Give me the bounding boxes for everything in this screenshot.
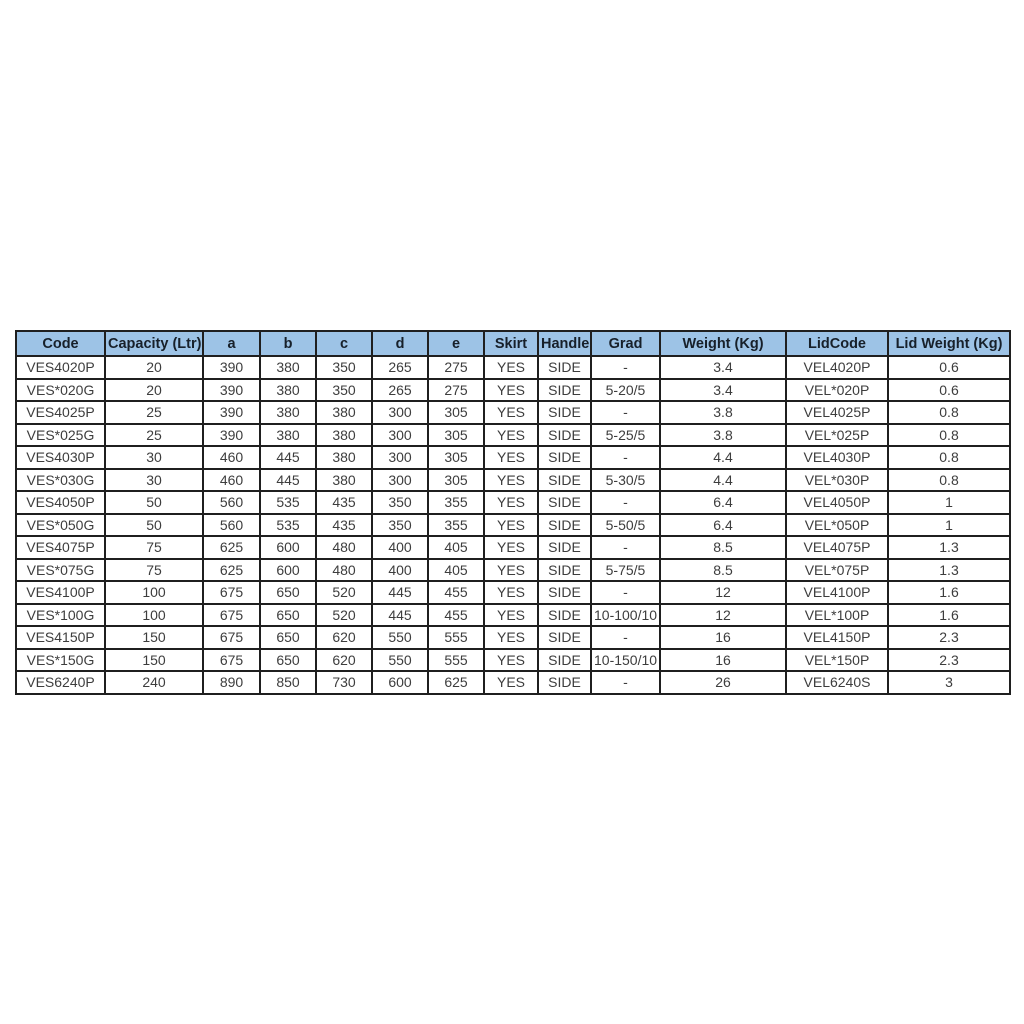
table-cell: 4.4 <box>660 469 786 492</box>
table-cell: 3.4 <box>660 356 786 379</box>
table-cell: SIDE <box>538 649 591 672</box>
table-cell: 650 <box>260 649 316 672</box>
table-cell: 380 <box>260 356 316 379</box>
table-cell: - <box>591 581 660 604</box>
table-cell: SIDE <box>538 581 591 604</box>
table-cell: VES4020P <box>16 356 105 379</box>
table-row <box>16 491 1010 514</box>
table-cell: 600 <box>260 559 316 582</box>
table-cell: 50 <box>105 514 203 537</box>
column-header: LidCode <box>786 331 888 356</box>
column-header: Weight (Kg) <box>660 331 786 356</box>
table-header <box>16 331 1010 356</box>
table-cell: 3 <box>888 671 1010 694</box>
table-cell: SIDE <box>538 626 591 649</box>
table-cell: 150 <box>105 649 203 672</box>
table-cell: VEL*030P <box>786 469 888 492</box>
table-cell: 620 <box>316 649 372 672</box>
table-cell: 380 <box>316 401 372 424</box>
product-spec-table <box>15 330 1011 695</box>
column-header: Code <box>16 331 105 356</box>
table-cell: 3.8 <box>660 424 786 447</box>
table-cell: 380 <box>316 446 372 469</box>
table-row <box>16 581 1010 604</box>
table-cell: SIDE <box>538 514 591 537</box>
table-cell: 620 <box>316 626 372 649</box>
table-cell: 600 <box>372 671 428 694</box>
table-cell: 3.8 <box>660 401 786 424</box>
table-cell: SIDE <box>538 604 591 627</box>
table-cell: SIDE <box>538 671 591 694</box>
table-cell: 305 <box>428 424 484 447</box>
column-header: b <box>260 331 316 356</box>
table-cell: 460 <box>203 446 260 469</box>
table-cell: 890 <box>203 671 260 694</box>
table-cell: 300 <box>372 424 428 447</box>
table-row <box>16 671 1010 694</box>
table-row <box>16 424 1010 447</box>
table-cell: 390 <box>203 356 260 379</box>
table-cell: 445 <box>260 469 316 492</box>
table-cell: - <box>591 491 660 514</box>
table-cell: 8.5 <box>660 559 786 582</box>
table-cell: SIDE <box>538 491 591 514</box>
table-cell: 265 <box>372 356 428 379</box>
table-cell: 380 <box>316 424 372 447</box>
table-cell: YES <box>484 356 538 379</box>
table-cell: VEL4025P <box>786 401 888 424</box>
table-cell: VES4075P <box>16 536 105 559</box>
table-cell: VEL4030P <box>786 446 888 469</box>
column-header: a <box>203 331 260 356</box>
table-cell: YES <box>484 379 538 402</box>
table-cell: 390 <box>203 424 260 447</box>
table-cell: 10-150/10 <box>591 649 660 672</box>
table-cell: 380 <box>260 424 316 447</box>
table-cell: 10-100/10 <box>591 604 660 627</box>
table-cell: 650 <box>260 604 316 627</box>
table-cell: 380 <box>316 469 372 492</box>
table-cell: 675 <box>203 604 260 627</box>
table-cell: 405 <box>428 559 484 582</box>
table-cell: 5-30/5 <box>591 469 660 492</box>
column-header: c <box>316 331 372 356</box>
table-cell: VES*075G <box>16 559 105 582</box>
column-header: Handle <box>538 331 591 356</box>
table-cell: VES*020G <box>16 379 105 402</box>
table-cell: VEL4050P <box>786 491 888 514</box>
table-header-row <box>16 331 1010 356</box>
table-cell: 1.6 <box>888 581 1010 604</box>
table-cell: 0.6 <box>888 379 1010 402</box>
table-cell: 625 <box>428 671 484 694</box>
table-cell: 25 <box>105 401 203 424</box>
table-cell: 12 <box>660 581 786 604</box>
table-cell: 240 <box>105 671 203 694</box>
table-cell: 0.6 <box>888 356 1010 379</box>
table-cell: 390 <box>203 401 260 424</box>
table-cell: SIDE <box>538 536 591 559</box>
table-cell: 1.3 <box>888 536 1010 559</box>
table-cell: 380 <box>260 401 316 424</box>
table-cell: VES6240P <box>16 671 105 694</box>
table-cell: 480 <box>316 536 372 559</box>
table-cell: YES <box>484 401 538 424</box>
table-cell: 535 <box>260 514 316 537</box>
table-cell: YES <box>484 491 538 514</box>
table-cell: 560 <box>203 491 260 514</box>
table-cell: VES*100G <box>16 604 105 627</box>
table-cell: 555 <box>428 626 484 649</box>
table-row <box>16 649 1010 672</box>
table-cell: 30 <box>105 469 203 492</box>
table-cell: 2.3 <box>888 649 1010 672</box>
table-cell: YES <box>484 514 538 537</box>
table-cell: 550 <box>372 649 428 672</box>
spec-table-container <box>15 330 1009 695</box>
table-cell: 20 <box>105 379 203 402</box>
table-cell: YES <box>484 604 538 627</box>
table-cell: - <box>591 536 660 559</box>
table-cell: VEL6240S <box>786 671 888 694</box>
table-cell: 535 <box>260 491 316 514</box>
table-cell: YES <box>484 581 538 604</box>
table-cell: 625 <box>203 536 260 559</box>
table-cell: 550 <box>372 626 428 649</box>
table-cell: 350 <box>316 379 372 402</box>
table-cell: 5-25/5 <box>591 424 660 447</box>
table-cell: 675 <box>203 649 260 672</box>
table-cell: 1.6 <box>888 604 1010 627</box>
table-cell: 460 <box>203 469 260 492</box>
table-cell: VES*150G <box>16 649 105 672</box>
table-cell: 355 <box>428 514 484 537</box>
column-header: Lid Weight (Kg) <box>888 331 1010 356</box>
table-cell: 265 <box>372 379 428 402</box>
table-cell: 75 <box>105 536 203 559</box>
table-cell: 730 <box>316 671 372 694</box>
table-cell: VEL*150P <box>786 649 888 672</box>
table-cell: 100 <box>105 581 203 604</box>
table-cell: SIDE <box>538 356 591 379</box>
table-cell: 350 <box>316 356 372 379</box>
table-cell: 26 <box>660 671 786 694</box>
table-cell: 480 <box>316 559 372 582</box>
table-cell: - <box>591 626 660 649</box>
table-body <box>16 356 1010 694</box>
table-cell: VES4100P <box>16 581 105 604</box>
table-cell: 445 <box>260 446 316 469</box>
table-cell: 520 <box>316 581 372 604</box>
table-cell: 675 <box>203 581 260 604</box>
table-cell: 20 <box>105 356 203 379</box>
table-cell: YES <box>484 536 538 559</box>
table-cell: 0.8 <box>888 469 1010 492</box>
table-row <box>16 401 1010 424</box>
table-cell: 435 <box>316 491 372 514</box>
table-cell: 300 <box>372 446 428 469</box>
table-cell: 850 <box>260 671 316 694</box>
table-cell: VES*030G <box>16 469 105 492</box>
table-cell: 6.4 <box>660 514 786 537</box>
table-cell: 445 <box>372 604 428 627</box>
table-cell: VES4030P <box>16 446 105 469</box>
table-cell: 30 <box>105 446 203 469</box>
table-cell: 305 <box>428 469 484 492</box>
table-cell: VEL*075P <box>786 559 888 582</box>
table-cell: SIDE <box>538 379 591 402</box>
table-cell: 400 <box>372 536 428 559</box>
table-cell: 400 <box>372 559 428 582</box>
table-cell: 5-75/5 <box>591 559 660 582</box>
table-cell: 560 <box>203 514 260 537</box>
table-cell: SIDE <box>538 401 591 424</box>
table-cell: YES <box>484 671 538 694</box>
table-cell: VEL*020P <box>786 379 888 402</box>
table-cell: 150 <box>105 626 203 649</box>
table-cell: SIDE <box>538 559 591 582</box>
table-cell: 380 <box>260 379 316 402</box>
table-row <box>16 604 1010 627</box>
table-row <box>16 514 1010 537</box>
table-cell: 1 <box>888 514 1010 537</box>
table-cell: 25 <box>105 424 203 447</box>
table-cell: VES*050G <box>16 514 105 537</box>
column-header: Skirt <box>484 331 538 356</box>
table-cell: 555 <box>428 649 484 672</box>
table-cell: 0.8 <box>888 401 1010 424</box>
table-cell: SIDE <box>538 446 591 469</box>
table-cell: 650 <box>260 626 316 649</box>
table-cell: 8.5 <box>660 536 786 559</box>
table-cell: - <box>591 446 660 469</box>
table-cell: 455 <box>428 581 484 604</box>
table-cell: 5-20/5 <box>591 379 660 402</box>
table-cell: VES4025P <box>16 401 105 424</box>
table-cell: 625 <box>203 559 260 582</box>
table-cell: 650 <box>260 581 316 604</box>
table-row <box>16 446 1010 469</box>
table-cell: VES*025G <box>16 424 105 447</box>
table-cell: 445 <box>372 581 428 604</box>
table-cell: 405 <box>428 536 484 559</box>
table-cell: - <box>591 401 660 424</box>
table-cell: VEL*050P <box>786 514 888 537</box>
column-header: d <box>372 331 428 356</box>
table-row <box>16 469 1010 492</box>
table-row <box>16 536 1010 559</box>
table-row <box>16 626 1010 649</box>
table-cell: VES4050P <box>16 491 105 514</box>
table-cell: 0.8 <box>888 446 1010 469</box>
table-cell: YES <box>484 626 538 649</box>
table-cell: VEL4075P <box>786 536 888 559</box>
table-cell: 100 <box>105 604 203 627</box>
table-cell: 12 <box>660 604 786 627</box>
table-cell: SIDE <box>538 424 591 447</box>
table-cell: 5-50/5 <box>591 514 660 537</box>
column-header: e <box>428 331 484 356</box>
table-cell: 16 <box>660 626 786 649</box>
table-cell: 305 <box>428 446 484 469</box>
table-cell: 350 <box>372 514 428 537</box>
table-cell: VEL4020P <box>786 356 888 379</box>
table-cell: 75 <box>105 559 203 582</box>
table-cell: 50 <box>105 491 203 514</box>
table-cell: 275 <box>428 356 484 379</box>
column-header: Grad <box>591 331 660 356</box>
table-cell: - <box>591 671 660 694</box>
table-cell: 435 <box>316 514 372 537</box>
column-header: Capacity (Ltr) <box>105 331 203 356</box>
table-cell: 300 <box>372 401 428 424</box>
table-cell: YES <box>484 424 538 447</box>
table-cell: 2.3 <box>888 626 1010 649</box>
table-cell: YES <box>484 559 538 582</box>
table-cell: 4.4 <box>660 446 786 469</box>
table-cell: 300 <box>372 469 428 492</box>
table-cell: 675 <box>203 626 260 649</box>
table-cell: 600 <box>260 536 316 559</box>
table-cell: YES <box>484 649 538 672</box>
table-cell: 275 <box>428 379 484 402</box>
table-cell: 1.3 <box>888 559 1010 582</box>
table-cell: VEL4100P <box>786 581 888 604</box>
table-row <box>16 559 1010 582</box>
table-row <box>16 356 1010 379</box>
table-cell: VES4150P <box>16 626 105 649</box>
table-cell: VEL*100P <box>786 604 888 627</box>
table-cell: 350 <box>372 491 428 514</box>
table-row <box>16 379 1010 402</box>
table-cell: SIDE <box>538 469 591 492</box>
table-cell: VEL4150P <box>786 626 888 649</box>
table-cell: 1 <box>888 491 1010 514</box>
table-cell: 390 <box>203 379 260 402</box>
table-cell: 6.4 <box>660 491 786 514</box>
table-cell: - <box>591 356 660 379</box>
table-cell: 3.4 <box>660 379 786 402</box>
table-cell: 16 <box>660 649 786 672</box>
table-cell: 355 <box>428 491 484 514</box>
table-cell: VEL*025P <box>786 424 888 447</box>
table-cell: 305 <box>428 401 484 424</box>
table-cell: YES <box>484 446 538 469</box>
table-cell: 455 <box>428 604 484 627</box>
table-cell: 520 <box>316 604 372 627</box>
table-cell: YES <box>484 469 538 492</box>
table-cell: 0.8 <box>888 424 1010 447</box>
